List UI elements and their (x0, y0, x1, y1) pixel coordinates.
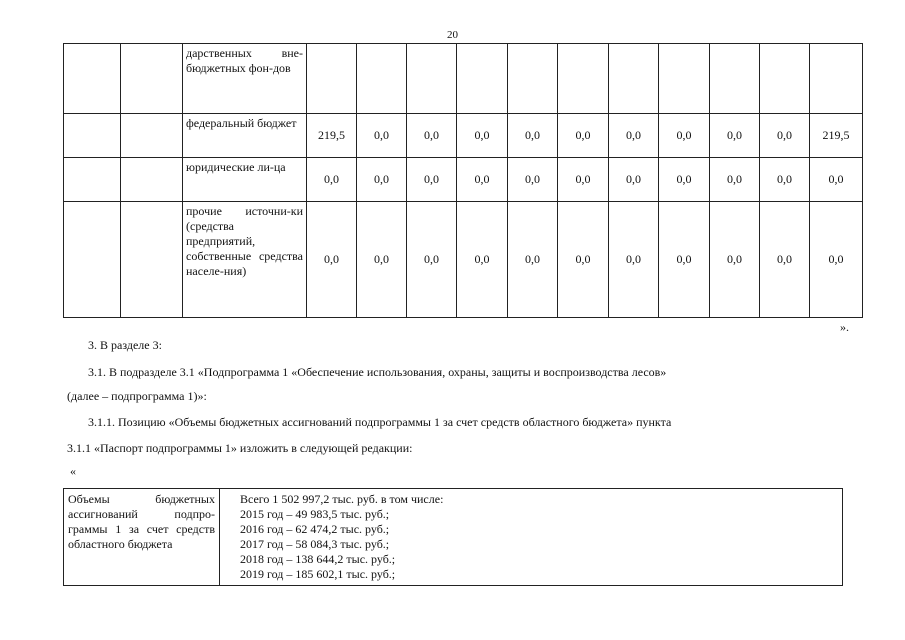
funding-value: 219,5 (307, 114, 357, 158)
funding-value: 0,0 (810, 158, 863, 202)
funding-source-label: федеральный бюджет (183, 114, 307, 158)
funding-row (64, 158, 863, 202)
funding-value (810, 44, 863, 114)
funding-value: 0,0 (710, 114, 760, 158)
page-number: 20 (447, 29, 458, 41)
paragraph-3-1: 3.1. В подразделе 3.1 «Подпрограмма 1 «Обеспечение использования, охраны, защиты и воспроизводства лесов» (88, 365, 667, 379)
budget-volume-line: 2015 год – 49 983,5 тыс. руб.; (240, 507, 390, 521)
funding-value (558, 44, 609, 114)
funding-value (609, 44, 659, 114)
paragraph-3-1-continued: (далее – подпрограмма 1)»: (67, 389, 207, 403)
funding-value (710, 44, 760, 114)
budget-volume-line: 2016 год – 62 474,2 тыс. руб.; (240, 522, 390, 536)
budget-volumes-values (220, 489, 843, 586)
empty-cell (64, 114, 121, 158)
funding-value: 0,0 (760, 202, 810, 318)
funding-value: 0,0 (357, 158, 407, 202)
funding-source-label: юридические ли-ца (183, 158, 307, 202)
funding-value: 0,0 (457, 158, 508, 202)
funding-value: 0,0 (710, 202, 760, 318)
budget-volume-line: 2019 год – 185 602,1 тыс. руб.; (240, 567, 396, 581)
funding-source-label: прочие источни-ки (средства предприятий, собственные средства населе-ния) (183, 202, 307, 318)
funding-value (357, 44, 407, 114)
empty-cell (121, 114, 183, 158)
opening-quote: « (70, 464, 76, 478)
budget-volume-line: Всего 1 502 997,2 тыс. руб. в том числе: (240, 492, 444, 506)
empty-cell (121, 158, 183, 202)
funding-value: 0,0 (407, 202, 457, 318)
funding-value: 0,0 (760, 114, 810, 158)
empty-cell (64, 202, 121, 318)
budget-volumes-table (63, 488, 843, 586)
funding-value: 0,0 (407, 158, 457, 202)
funding-value: 0,0 (558, 158, 609, 202)
funding-value: 0,0 (609, 158, 659, 202)
funding-row (64, 114, 863, 158)
paragraph-3-1-1: 3.1.1. Позицию «Объемы бюджетных ассигнований подпрограммы 1 за счет средств областного бюджета» пункта (88, 415, 672, 429)
empty-cell (121, 44, 183, 114)
funding-value: 0,0 (508, 114, 558, 158)
funding-value: 0,0 (810, 202, 863, 318)
budget-volume-line: 2017 год – 58 084,3 тыс. руб.; (240, 537, 390, 551)
funding-value: 219,5 (810, 114, 863, 158)
funding-value (457, 44, 508, 114)
paragraph-3-1-1-continued: 3.1.1 «Паспорт подпрограммы 1» изложить в следующей редакции: (67, 441, 413, 455)
funding-value (307, 44, 357, 114)
funding-row (64, 202, 863, 318)
funding-source-label: дарственных вне-бюджетных фон-дов (183, 44, 307, 114)
funding-value: 0,0 (659, 114, 710, 158)
funding-value (659, 44, 710, 114)
funding-value: 0,0 (508, 158, 558, 202)
funding-value: 0,0 (659, 202, 710, 318)
funding-value: 0,0 (357, 202, 407, 318)
closing-quote: ». (840, 320, 849, 334)
funding-row (64, 44, 863, 114)
funding-value: 0,0 (609, 202, 659, 318)
funding-value: 0,0 (659, 158, 710, 202)
budget-volumes-row (64, 489, 843, 586)
funding-value: 0,0 (508, 202, 558, 318)
funding-value: 0,0 (609, 114, 659, 158)
funding-value: 0,0 (457, 202, 508, 318)
budget-volume-line: 2018 год – 138 644,2 тыс. руб.; (240, 552, 396, 566)
funding-value: 0,0 (307, 202, 357, 318)
funding-value: 0,0 (407, 114, 457, 158)
funding-value: 0,0 (307, 158, 357, 202)
funding-sources-table (63, 43, 863, 318)
empty-cell (121, 202, 183, 318)
funding-value (760, 44, 810, 114)
empty-cell (64, 158, 121, 202)
funding-value: 0,0 (357, 114, 407, 158)
funding-value: 0,0 (710, 158, 760, 202)
paragraph-3: 3. В разделе 3: (88, 338, 162, 352)
empty-cell (64, 44, 121, 114)
budget-volumes-label: Объемы бюджетных ассигнований подпро-граммы 1 за счет средств областного бюджета (64, 489, 220, 586)
funding-value (407, 44, 457, 114)
funding-value: 0,0 (760, 158, 810, 202)
funding-value: 0,0 (558, 114, 609, 158)
funding-value: 0,0 (457, 114, 508, 158)
funding-value (508, 44, 558, 114)
funding-value: 0,0 (558, 202, 609, 318)
